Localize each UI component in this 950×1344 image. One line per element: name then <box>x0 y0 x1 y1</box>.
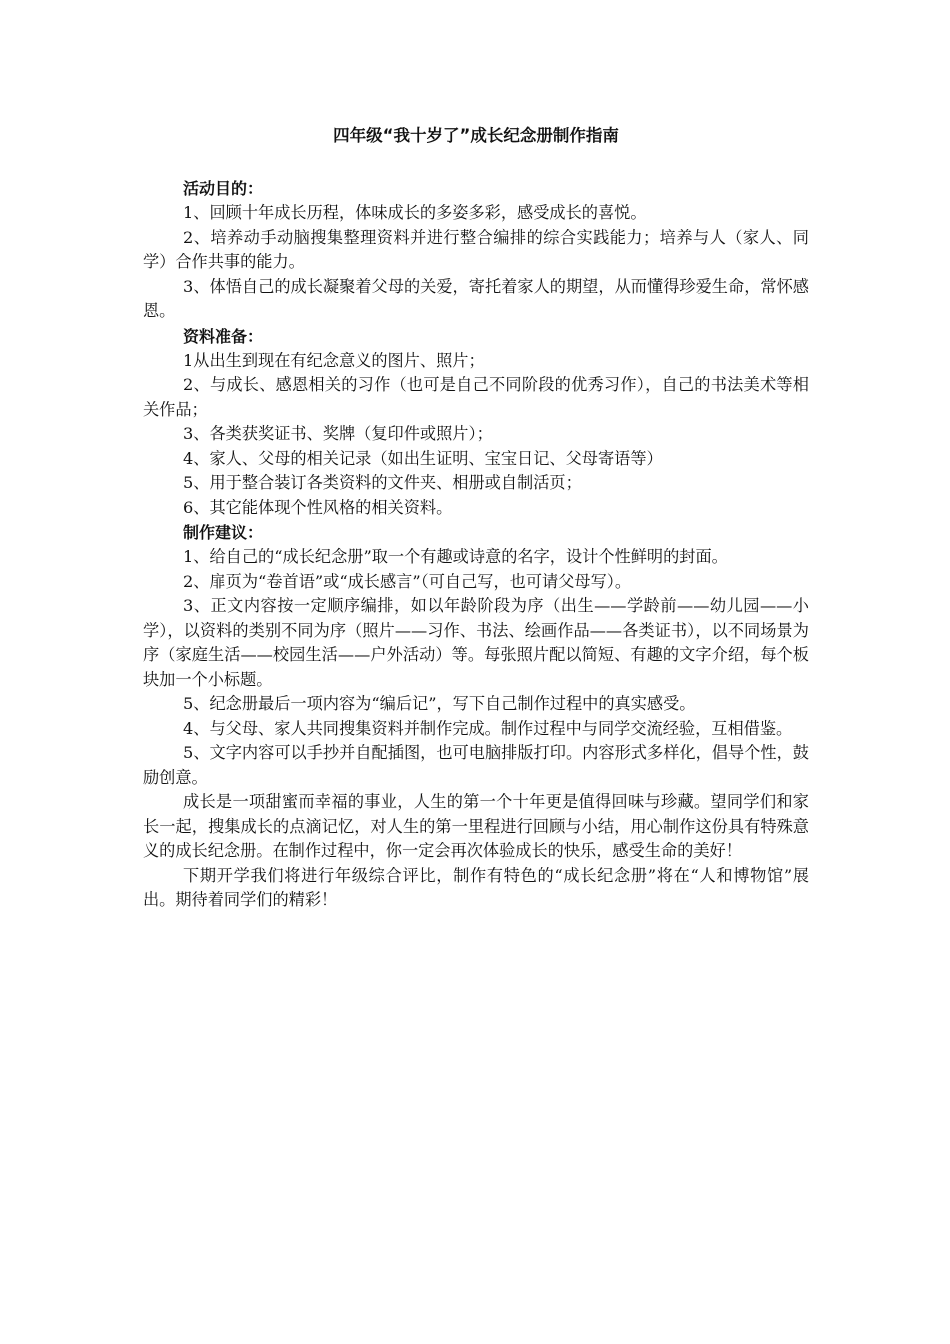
paragraph: 下期开学我们将进行年级综合评比，制作有特色的“成长纪念册”将在“人和博物馆”展出。期待着同学们的精彩！ <box>143 865 809 909</box>
paragraph: 2、培养动手动脑搜集整理资料并进行整合编排的综合实践能力；培养与人（家人、同学）合作共事的能力。 <box>143 227 809 271</box>
paragraph: 成长是一项甜蜜而幸福的事业，人生的第一个十年更是值得回味与珍藏。望同学们和家长一起，搜集成长的点滴记忆，对人生的第一里程进行回顾与小结，用心制作这份具有特殊意义的成长纪念册。在制作过程中，你一定会再次体验成长的快乐，感受生命的美好！ <box>143 792 809 860</box>
paragraph: 4、与父母、家人共同搜集资料并制作完成。制作过程中与同学交流经验，互相借鉴。 <box>183 718 793 738</box>
paragraph: 5、纪念册最后一项内容为“编后记”，写下自己制作过程中的真实感受。 <box>183 694 696 713</box>
paragraph: 1从出生到现在有纪念意义的图片、照片； <box>183 350 485 370</box>
paragraph: 2、与成长、感恩相关的习作（也可是自己不同阶段的优秀习作），自己的书法美术等相关作品； <box>143 375 809 419</box>
paragraph: 3、正文内容按一定顺序编排，如以年龄阶段为序（出生——学龄前——幼儿园——小学），以资料的类别不同为序（照片——习作、书法、绘画作品——各类证书），以不同场景为序（家庭生活——校园生活——户外活动）等。每张照片配以简短、有趣的文字介绍，每个板块加一个小标题。 <box>143 596 809 689</box>
paragraph: 3、各类获奖证书、奖牌（复印件或照片）； <box>183 424 493 443</box>
paragraph: 5、文字内容可以手抄并自配插图，也可电脑排版打印。内容形式多样化，倡导个性，鼓励创意。 <box>143 743 809 787</box>
page-title: 四年级“我十岁了”成长纪念册制作指南 <box>333 126 619 145</box>
paragraph: 6、其它能体现个性风格的相关资料。 <box>183 497 453 517</box>
section-heading-materials: 资料准备： <box>183 326 264 346</box>
paragraph: 1、回顾十年成长历程，体味成长的多姿多彩，感受成长的喜悦。 <box>183 203 647 222</box>
paragraph: 2、扉页为“卷首语”或“成长感言”（可自己写，也可请父母写）。 <box>183 571 632 591</box>
paragraph: 4、家人、父母的相关记录（如出生证明、宝宝日记、父母寄语等） <box>183 448 663 468</box>
paragraph: 5、用于整合装订各类资料的文件夹、相册或自制活页； <box>183 473 582 492</box>
section-heading-purpose: 活动目的： <box>183 179 264 198</box>
paragraph: 3、体悟自己的成长凝聚着父母的关爱，寄托着家人的期望，从而懂得珍爱生命，常怀感恩。 <box>143 276 809 320</box>
document-body <box>143 124 809 913</box>
paragraph: 1、给自己的“成长纪念册”取一个有趣或诗意的名字，设计个性鲜明的封面。 <box>183 547 728 566</box>
section-heading-suggestions: 制作建议： <box>183 523 264 542</box>
